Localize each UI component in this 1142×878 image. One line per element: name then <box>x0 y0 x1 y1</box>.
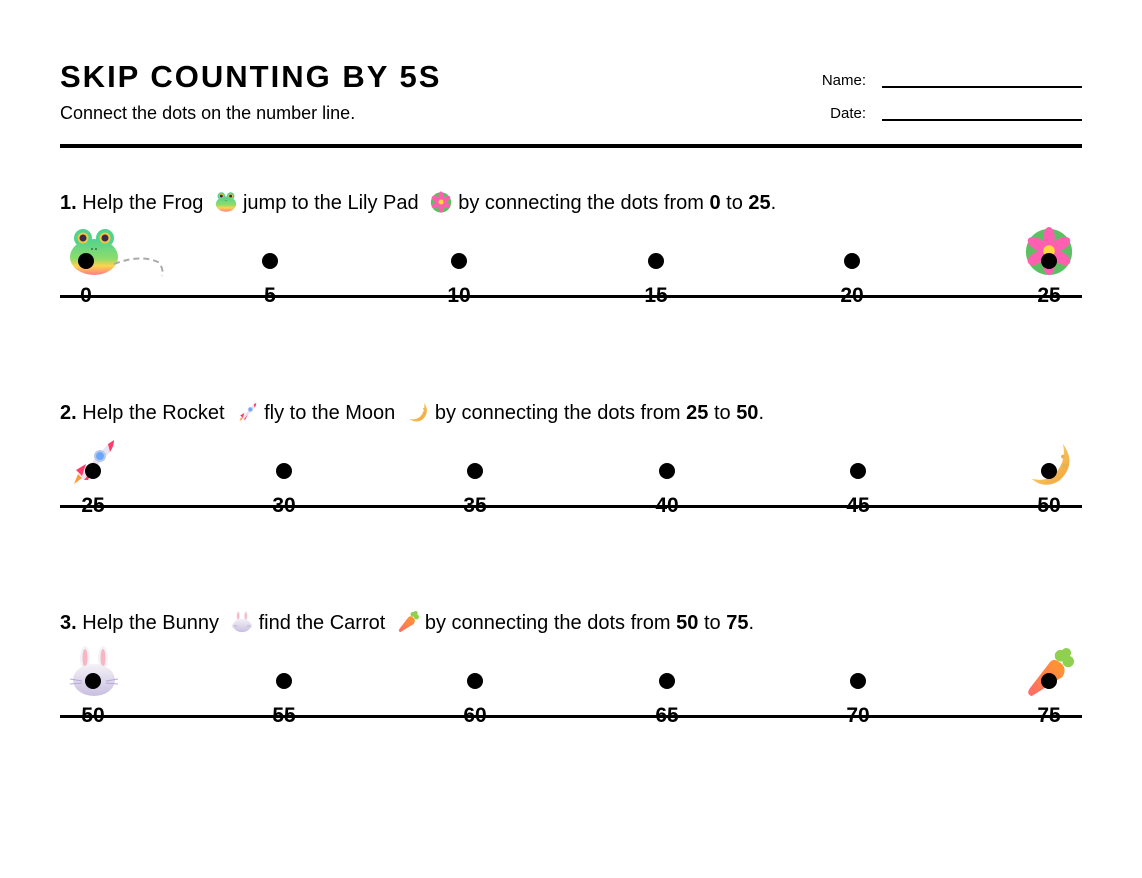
number-point[interactable] <box>637 673 697 733</box>
moon-icon <box>407 401 429 423</box>
tick-label: 0 <box>80 284 92 307</box>
tick-label: 30 <box>272 494 296 517</box>
frog-icon <box>215 191 237 213</box>
number-point[interactable] <box>637 463 697 523</box>
dot[interactable] <box>451 253 467 269</box>
name-label: Name: <box>821 72 866 89</box>
date-label: Date: <box>830 105 866 122</box>
number-point[interactable] <box>828 673 888 733</box>
problem-number: 1. <box>60 192 77 214</box>
name-field[interactable] <box>806 72 1082 90</box>
range-end: 75 <box>726 612 749 634</box>
number-point[interactable] <box>254 463 314 523</box>
dot[interactable] <box>276 463 292 479</box>
prompt-text: . <box>770 192 777 214</box>
problem-1-prompt <box>60 190 776 216</box>
bunny-icon <box>68 646 120 698</box>
problem-2-prompt <box>60 400 764 426</box>
tick-label: 65 <box>655 704 679 727</box>
tick-label: 45 <box>846 494 870 517</box>
tick-label: 15 <box>644 284 668 307</box>
prompt-text: jump to the Lily Pad <box>242 192 419 214</box>
lily-pad-icon <box>430 191 452 213</box>
dot[interactable] <box>648 253 664 269</box>
range-end: 25 <box>748 192 771 214</box>
dot[interactable] <box>659 673 675 689</box>
number-point[interactable] <box>254 673 314 733</box>
dot[interactable] <box>467 673 483 689</box>
prompt-text: . <box>758 402 764 424</box>
range-end: 50 <box>736 402 759 424</box>
prompt-text: by connecting the dots from <box>458 192 704 214</box>
tick-label: 70 <box>846 704 870 727</box>
dot[interactable] <box>1041 673 1057 689</box>
dot[interactable] <box>85 463 101 479</box>
problem-3 <box>0 610 1142 770</box>
rocket-icon <box>236 401 258 423</box>
rocket-icon <box>66 436 118 488</box>
tick-label: 55 <box>272 704 296 727</box>
tick-label: 25 <box>81 494 105 517</box>
dot[interactable] <box>85 673 101 689</box>
problem-3-prompt <box>60 610 754 636</box>
range-start: 50 <box>676 612 699 634</box>
prompt-text: Help the Bunny <box>82 612 220 634</box>
header-divider <box>60 144 1082 148</box>
number-point[interactable] <box>240 253 300 313</box>
date-field[interactable] <box>806 105 1082 123</box>
prompt-text: to <box>713 402 731 424</box>
prompt-text: by connecting the dots from <box>434 402 681 424</box>
range-start: 25 <box>686 402 709 424</box>
worksheet-title: SKIP COUNTING BY 5S <box>60 59 442 94</box>
number-line <box>60 505 1082 508</box>
dot[interactable] <box>276 673 292 689</box>
dot[interactable] <box>850 673 866 689</box>
dot[interactable] <box>850 463 866 479</box>
number-point[interactable] <box>822 253 882 313</box>
carrot-icon <box>397 611 419 633</box>
tick-label: 50 <box>81 704 105 727</box>
tick-label: 60 <box>463 704 487 727</box>
dot[interactable] <box>78 253 94 269</box>
tick-label: 25 <box>1037 284 1061 307</box>
range-start: 0 <box>709 192 721 214</box>
problem-number: 3. <box>60 612 77 634</box>
prompt-text: Help the Rocket <box>82 402 225 424</box>
prompt-text: find the Carrot <box>258 612 386 634</box>
prompt-text: Help the Frog <box>82 192 204 214</box>
tick-label: 40 <box>655 494 679 517</box>
dot[interactable] <box>1041 463 1057 479</box>
number-point[interactable] <box>429 253 489 313</box>
prompt-text: fly to the Moon <box>264 402 396 424</box>
number-line <box>60 715 1082 718</box>
prompt-text: to <box>726 192 743 214</box>
number-point[interactable] <box>626 253 686 313</box>
tick-label: 10 <box>447 284 471 307</box>
dot[interactable] <box>659 463 675 479</box>
number-point[interactable] <box>445 463 505 523</box>
tick-label: 75 <box>1037 704 1061 727</box>
jump-path-icon <box>112 254 168 280</box>
problem-number: 2. <box>60 402 77 424</box>
tick-label: 5 <box>264 284 276 307</box>
tick-label: 20 <box>840 284 864 307</box>
date-line[interactable] <box>882 119 1082 121</box>
tick-label: 50 <box>1037 494 1061 517</box>
tick-label: 35 <box>463 494 487 517</box>
bunny-icon <box>231 611 253 633</box>
number-line <box>60 295 1082 298</box>
problem-1 <box>0 190 1142 350</box>
dot[interactable] <box>844 253 860 269</box>
dot[interactable] <box>467 463 483 479</box>
dot[interactable] <box>262 253 278 269</box>
number-point[interactable] <box>445 673 505 733</box>
dot[interactable] <box>1041 253 1057 269</box>
prompt-text: to <box>703 612 721 634</box>
prompt-text: . <box>748 612 755 634</box>
prompt-text: by connecting the dots from <box>424 612 671 634</box>
name-line[interactable] <box>882 86 1082 88</box>
problem-2 <box>0 400 1142 560</box>
worksheet-subtitle: Connect the dots on the number line. <box>60 103 356 123</box>
number-point[interactable] <box>828 463 888 523</box>
